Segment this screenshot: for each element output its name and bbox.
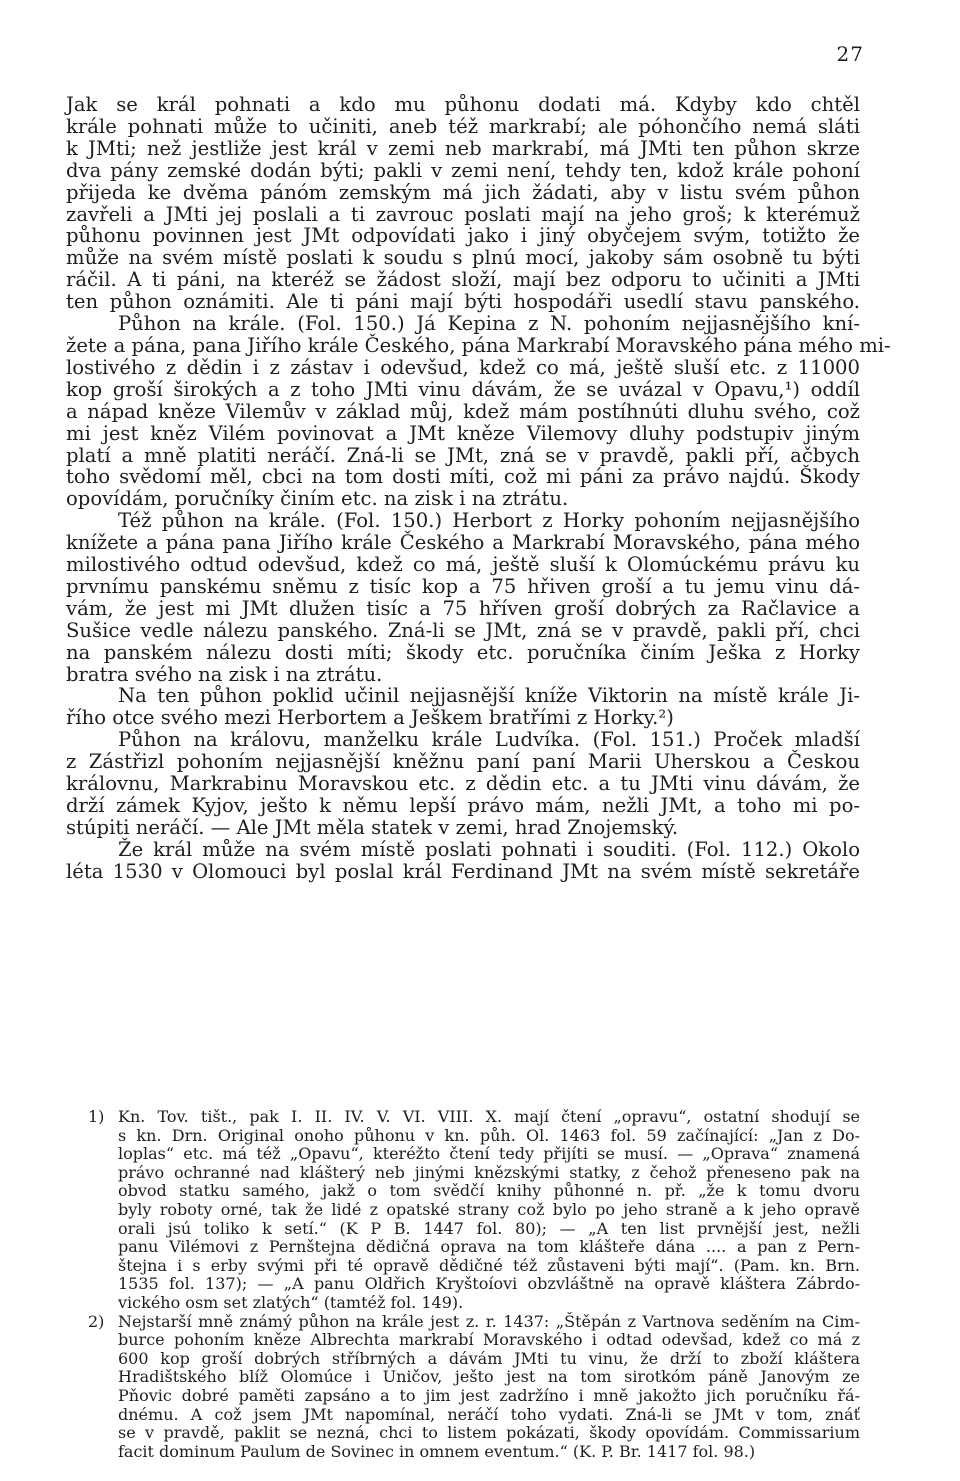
footnote-line: orali jsú toliko k setí.“ (K P B. 1447 fol. 80); — „A ten list prvnější jest, nežli xyxy=(118,1218,860,1238)
footnote-mark: 2) xyxy=(88,1311,105,1331)
footnote-line: vického osm set zlatých“ (tamtéž fol. 149). xyxy=(118,1292,464,1312)
footnote-line: 600 kop groší dobrých stříbrných a dávám JMti tu vinu, že drží to zboží kláštera xyxy=(118,1348,860,1368)
text-line: drží zámek Kyjov, ješto k němu lepší právo mám, nežli JMt, a toho mi po- xyxy=(66,794,860,817)
text-line: opovídám, poručníky činím etc. na zisk i na ztrátu. xyxy=(66,487,569,511)
footnote-line: Nejstarší mně známý půhon na krále jest z. r. 1437: „Štěpán z Vartnova seděním na Cim- xyxy=(118,1311,860,1331)
text-line: Na ten půhon poklid učinil nejjasnější kníže Viktorin na místě krále Ji- xyxy=(118,684,860,708)
text-line: kop groší širokých a z toho JMti vinu dávám, že se uvázal v Opavu,¹) oddíl xyxy=(66,377,860,401)
text-line: knížete a pána pana Jiřího krále Českého a Markrabí Moravského, pána mého xyxy=(66,531,860,555)
footnote-line: 1535 fol. 137); — „A panu Oldřich Kryštoíovi obzvláštně na opravě kláštera Zábrdo- xyxy=(118,1274,860,1294)
footnote-line: štejna i s erby svými při té opravě dědičné též zůstaveni býti mají“. (Pam. kn. Brn. xyxy=(118,1255,860,1275)
footnote-line: panu Vilémovi z Pernštejna dědičná oprava na tom klášteře dána .... a pan z Pern- xyxy=(118,1237,860,1257)
text-line: Půhon na královu, manželku krále Ludvíka. (Fol. 151.) Proček mladší xyxy=(118,728,860,752)
footnote-line: právo ochranné nad klášterý neb jinými knězskými statky, z čehož přeneseno pak na xyxy=(118,1162,860,1182)
text-line: Sušice vedle nálezu panského. Zná-li se JMt, zná se v pravdě, pakli pří, chci xyxy=(66,618,860,642)
text-line: platí a mně platiti neráčí. Zná-li se JMt, zná se v pravdě, pakli pří, ačbych xyxy=(66,443,860,467)
footnote-line: Pňovic dobré paměti zapsáno a to jim jest zadržíno i mně jakožto jich poručníku řá- xyxy=(118,1385,860,1405)
text-line: a nápad kněze Vilemův v základ můj, kdež mám postíhnúti dluhu svého, což xyxy=(66,399,860,423)
footnote-line: dnému. A což jsem JMt napomínal, neráčí toho vydati. Zná-li se JMt v tom, znáť xyxy=(118,1404,860,1424)
footnote-line: Kn. Tov. tišt., pak I. II. IV. V. VI. VIII. X. mají čtení „opravu“, ostatní shodují se xyxy=(118,1107,860,1126)
text-line: může na svém místě poslati k soudu s plnú mocí, jakoby sám osobně tu býti xyxy=(66,246,860,270)
footnotes xyxy=(88,1107,860,1461)
footnote-line: byly roboty orné, tak že lidé z opatské strany což bylo po jeho straně a k jeho opravě xyxy=(118,1199,860,1219)
text-line: z Zástřizl pohoním nejjasnější kněžnu paní paní Marii Uherskou a Českou xyxy=(66,750,860,774)
footnote-line: burce pohoním kněze Albrechta markrabí Moravského i odtad odevšad, kdež co má z xyxy=(118,1330,860,1350)
text-line: Jak se král pohnati a kdo mu půhonu dodati má. Kdyby kdo chtěl xyxy=(66,93,860,116)
footnote-line: loplas“ etc. má též „Opavu“, kteréžto čtení tedy přijíti se musí. — „Oprava“ znamená xyxy=(118,1144,860,1164)
text-line: bratra svého na zisk i na ztrátu. xyxy=(66,662,383,686)
text-line: na panském nálezu dosti míti; škody etc. poručníka činím Ješka z Horky xyxy=(66,640,860,664)
text-line: zavřeli a JMti jej poslali a ti zavrouc poslati mají na jeho groš; k kterémuž xyxy=(66,202,860,226)
page-number: 27 xyxy=(836,42,864,66)
footnote-mark: 1) xyxy=(88,1107,105,1126)
text-line: milostivého odtud odevšud, kdež co má, ještě sluší k Olomúckému právu ku xyxy=(66,553,860,577)
footnote-line: Hradištského blíž Olomúce i Uničov, ješto jest na tom sirotkóm páně Janovým ze xyxy=(118,1367,860,1387)
text-line: řího otce svého mezi Herbortem a Ješkem bratřími z Horky.²) xyxy=(66,706,674,730)
text-line: Též půhon na krále. (Fol. 150.) Herbort z Horky pohoním nejjasnějšího xyxy=(118,509,860,533)
text-line: ten půhon oznámiti. Ale ti páni mají býti hospodáři usedlí stavu panského. xyxy=(66,290,860,314)
footnote xyxy=(88,1107,860,1313)
text-line: stúpiti neráčí. — Ale JMt měla statek v zemi, hrad Znojemský. xyxy=(66,815,679,839)
footnote-line: s kn. Drn. Original onoho půhonu v kn. půh. Ol. 1463 fol. 59 začínající: „Jan z Do- xyxy=(118,1125,860,1145)
text-line: k JMti; než jestliže jest král v zemi neb markrabí, má JMti ten půhon skrze xyxy=(66,136,860,160)
text-line: krále pohnati může to učiniti, aneb též markrabí; ale póhončího nemá sláti xyxy=(66,114,860,138)
footnote-line: facit dominum Paulum de Sovinec in omnem eventum.“ (K. P. Br. 1417 fol. 98.) xyxy=(118,1441,756,1461)
text-line: žete a pána, pana Jiřího krále Českého, pána Markrabí Moravského pána mého mi- xyxy=(66,333,891,357)
text-line: mi jest kněz Vilém povinovat a JMt kněze Vilemovy dluhy podstupiv jiným xyxy=(66,421,860,445)
text-line: Že král může na svém místě poslati pohnati i souditi. (Fol. 112.) Okolo xyxy=(118,837,860,861)
text-line: Půhon na krále. (Fol. 150.) Já Kepina z N. pohoním nejjasnějšího kní- xyxy=(118,312,860,336)
footnote-line: se v pravdě, paklit se nezná, chci to listem pokázati, škody opovídám. Commissarium xyxy=(118,1423,860,1443)
text-line: ráčil. A ti páni, na kteréž se žádost složí, mají bez odporu to učiniti a JMti xyxy=(66,268,860,292)
text-line: půhonu povinnen jest JMt odpovídati jako i jiný obyčejem svým, totižto že xyxy=(66,224,860,248)
footnote-line: obvod statku samého, jakž o tom svědčí knihy půhonné n. př. „že k tomu dvoru xyxy=(118,1181,860,1201)
text-line: léta 1530 v Olomouci byl poslal král Ferdinand JMt na svém místě sekretáře xyxy=(66,859,860,883)
text-line: vám, že jest mi JMt dlužen tisíc a 75 hříven groší dobrých za Račlavice a xyxy=(66,596,860,620)
text-line: toho svědomí měl, cbci na tom dosti míti, což mi páni za právo najdú. Škody xyxy=(66,465,860,489)
text-line: dva pány zemské dodán býti; pakli v zemi není, tehdy ten, kdož krále pohoní xyxy=(66,158,860,182)
text-line: prvnímu panskému sněmu z tisíc kop a 75 hřiven groší a tu jemu vinu dá- xyxy=(66,574,860,598)
main-text xyxy=(66,93,891,883)
text-line: lostivého z dědin i z zástav i odevšud, kdež co má, ještě sluší etc. z 11000 xyxy=(66,355,860,379)
footnote xyxy=(88,1311,860,1462)
text-line: přijeda ke dvěma pánóm zemským má jich žádati, aby v listu svém půhon xyxy=(66,180,860,204)
text-line: královnu, Markrabinu Moravskou etc. z dědin etc. a tu JMti vinu dávám, že xyxy=(66,772,860,796)
